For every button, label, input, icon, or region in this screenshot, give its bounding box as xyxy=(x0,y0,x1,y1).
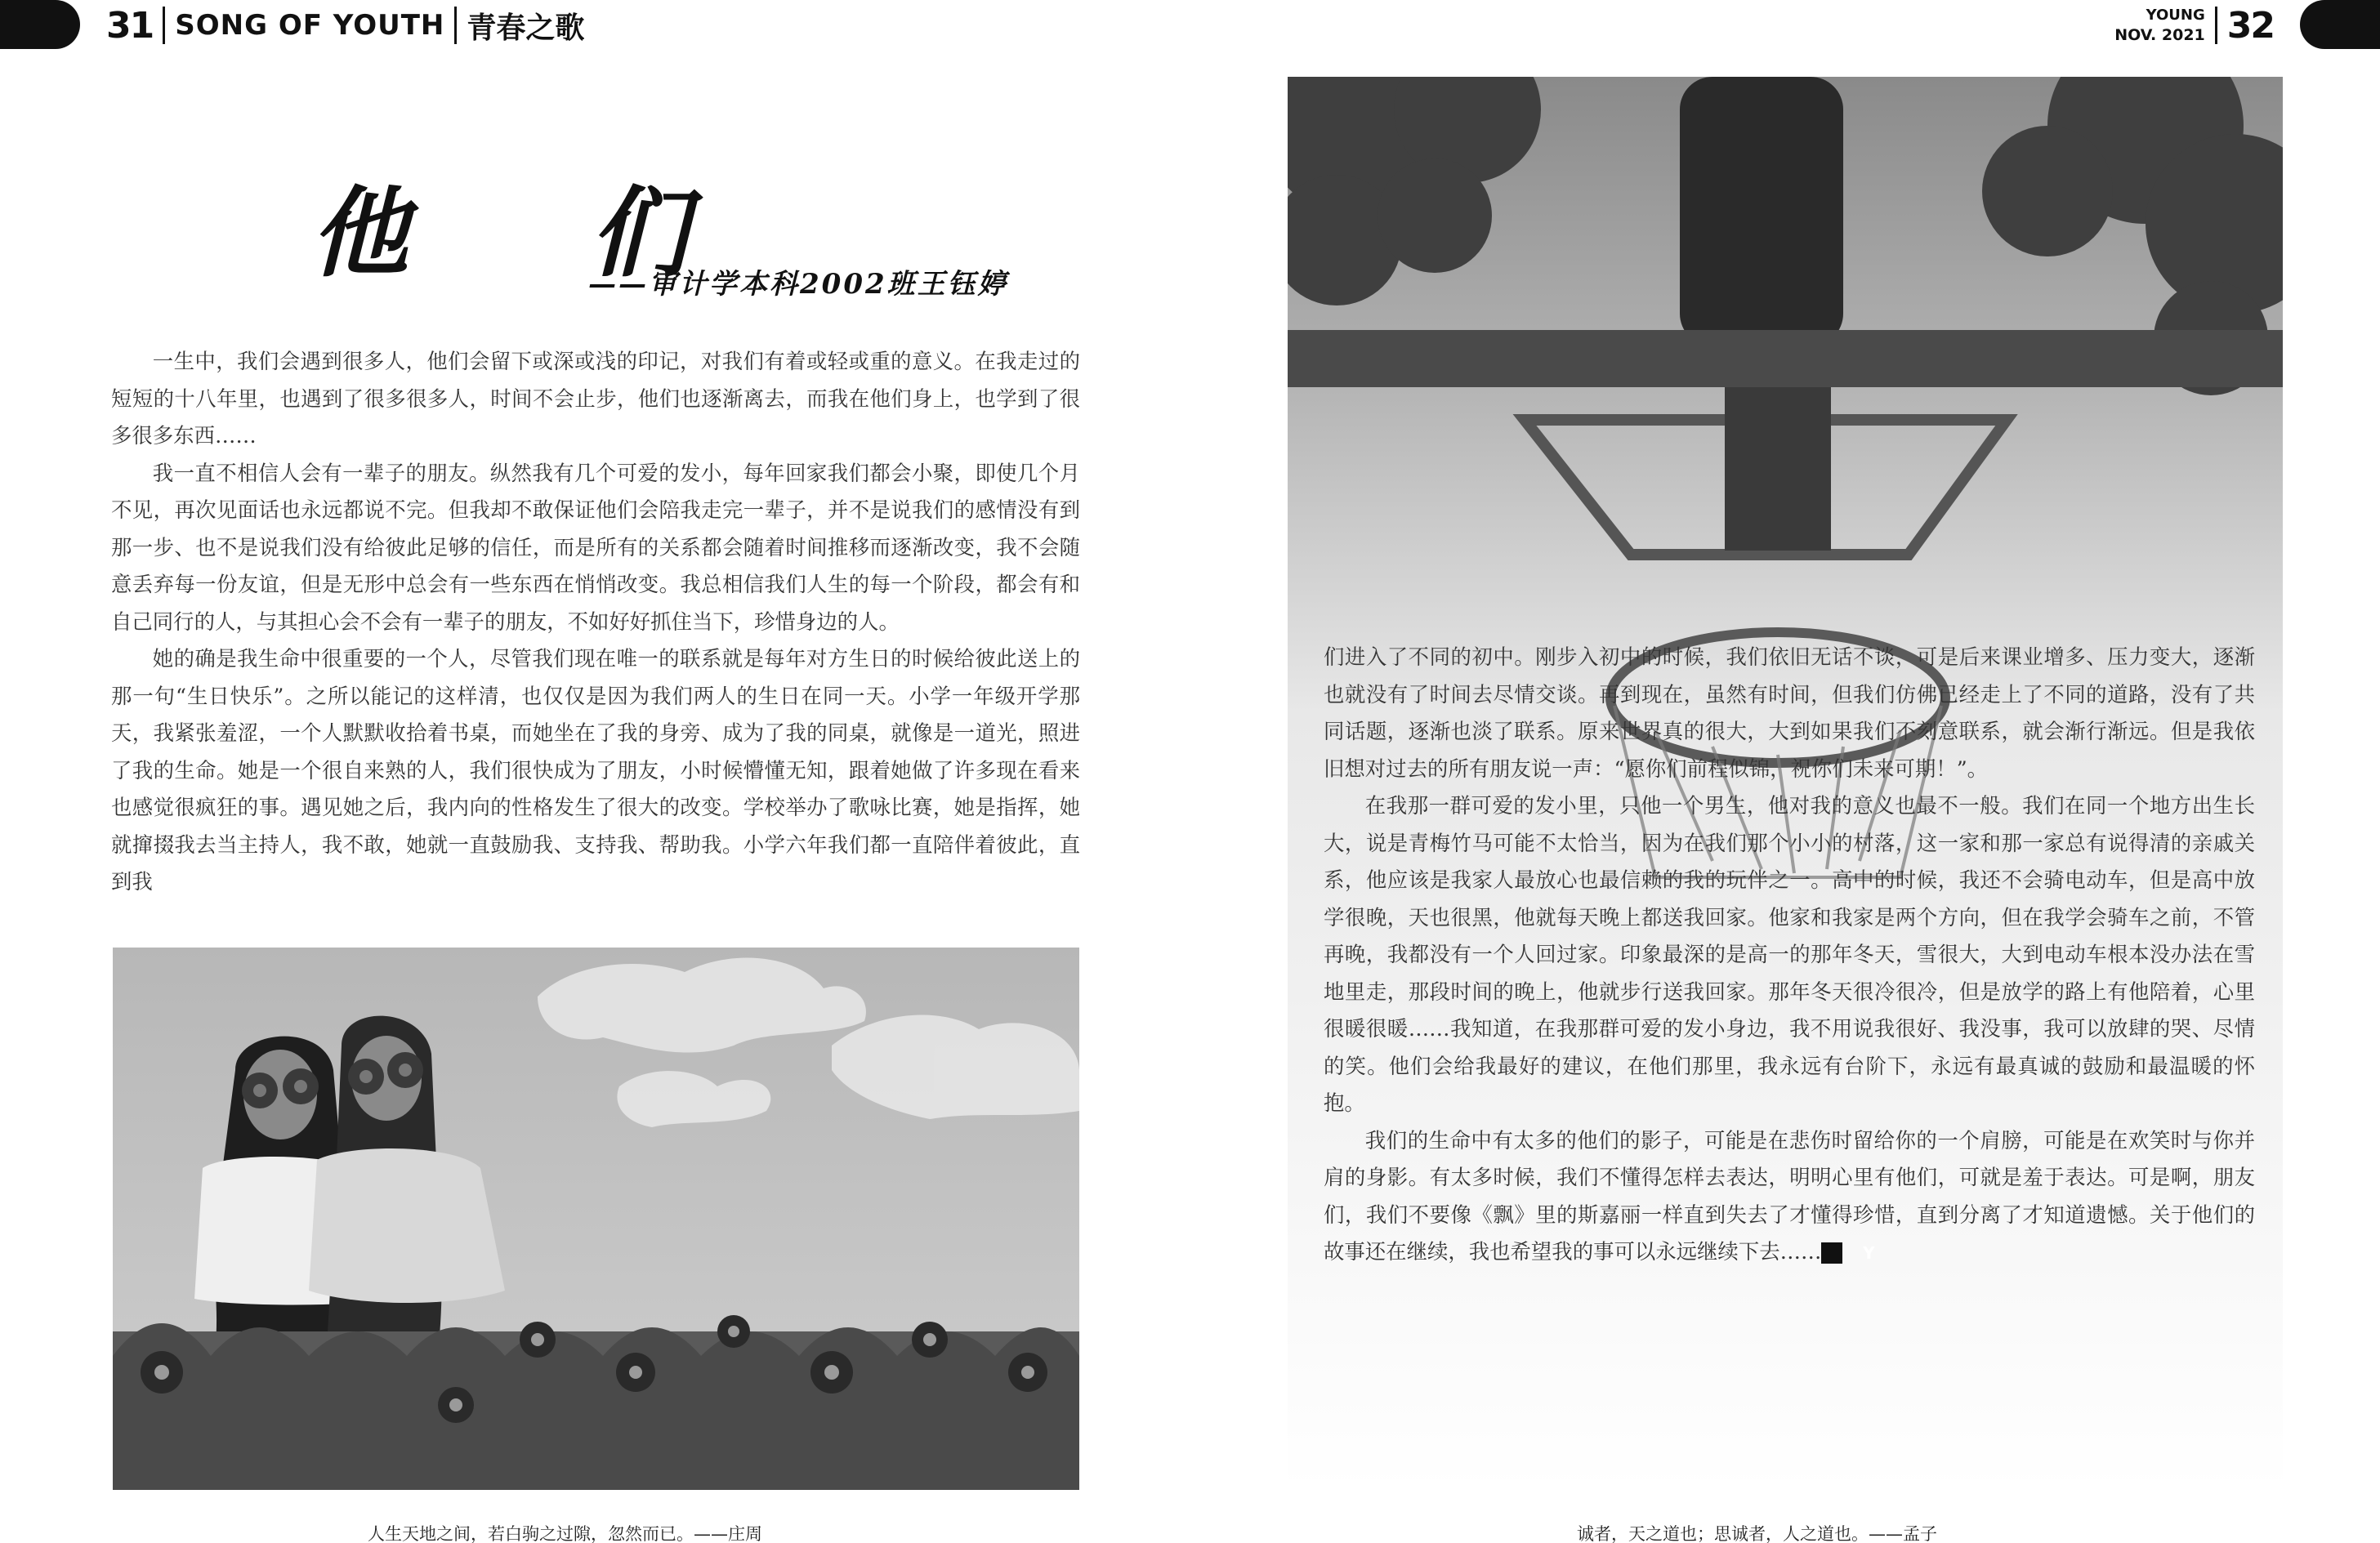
right-page-header xyxy=(2114,3,2274,47)
footer-quote-left: 人生天地之间，若白驹之过隙，忽然而已。——庄周 xyxy=(368,1524,762,1543)
left-page-number: 31 xyxy=(106,4,154,47)
illustration-art xyxy=(113,948,1079,1490)
series-title-en: SONG OF YOUTH xyxy=(175,9,445,42)
paragraph: 一生中，我们会遇到很多人，他们会留下或深或浅的印记，对我们有着或轻或重的意义。在我走过的短短的十八年里，也遇到了很多很多人，时间不会止步，他们也逐渐离去，而我在他们身上，也学到了很多很多东西…… xyxy=(111,349,1080,448)
paragraph: 她的确是我生命中很重要的一个人，尽管我们现在唯一的联系就是每年对方生日的时候给彼此送上的那一句“生日快乐”。之所以能记的这样清，也仅仅是因为我们两人的生日在同一天。小学一年级开学那天，我紧张羞涩，一个人默默收拾着书桌，而她坐在了我的身旁、成为了我的同桌，就像是一道光，照进了我的生命。她是一个很自来熟的人，我们很快成为了朋友，小时候懵懂无知，跟着她做了许多现在看来也感觉很疯狂的事。遇见她之后，我内向的性格发生了很大的改变。学校举办了歌咏比赛，她是指挥，她就撺掇我去当主持人，我不敢，她就一直鼓励我、支持我、帮助我。小学六年我们都一直陪伴着彼此，直到我 xyxy=(111,646,1080,894)
paragraph: 们进入了不同的初中。刚步入初中的时候，我们依旧无话不谈，可是后来课业增多、压力变大，逐渐也就没有了时间去尽情交谈。再到现在，虽然有时间，但我们仿佛已经走上了不同的道路，没有了共同话题，逐渐也淡了联系。原来世界真的很大，大到如果我们不刻意联系，就会渐行渐远。但是我依旧想对过去的所有朋友说一声：“愿你们前程似锦，祝你们未来可期！”。 xyxy=(1324,644,2255,781)
paragraph xyxy=(1324,1122,2255,1271)
header-divider xyxy=(163,7,165,44)
end-mark-icon: Y xyxy=(1821,1242,1842,1264)
article-byline: ——审计学本科2002班王钰婷 xyxy=(588,268,1008,301)
girls-flower-field-illustration xyxy=(113,948,1079,1490)
paragraph-text: 我们的生命中有太多的他们的影子，可能是在悲伤时留给你的一个肩膀，可能是在欢笑时与你并肩的身影。有太多时候，我们不懂得怎样去表达，明明心里有他们，可就是羞于表达。可是啊，朋友们，我们不要像《飘》里的斯嘉丽一样直到失去了才懂得珍惜，直到分离了才知道遗憾。关于他们的故事还在继续，我也希望我的事可以永远继续下去…… xyxy=(1324,1127,2255,1264)
magazine-name: YOUNG xyxy=(2146,7,2205,24)
right-article-text xyxy=(1324,639,2255,1271)
left-page-header xyxy=(106,3,584,47)
left-article-text xyxy=(111,343,1080,901)
right-page-number: 32 xyxy=(2226,4,2274,47)
paragraph: 我一直不相信人会有一辈子的朋友。纵然我有几个可爱的发小，每年回家我们都会小聚，即使几个月不见，再次见面话也永远都说不完。但我却不敢保证他们会陪我走完一辈子，并不是说我们的感情没有到那一步、也不是说我们没有给彼此足够的信任，而是所有的关系都会随着时间推移而逐渐改变，我不会随意丢弃每一份友谊，但是无形中总会有一些东西在悄悄改变。我总相信我们人生的每一个阶段，都会有和自己同行的人，与其担心会不会有一辈子的朋友，不如好好抓住当下，珍惜身边的人。 xyxy=(111,460,1080,634)
paragraph: 在我那一群可爱的发小里，只他一个男生，他对我的意义也最不一般。我们在同一个地方出生长大，说是青梅竹马可能不太恰当，因为在我们那个小小的村落，这一家和那一家总有说得清的亲戚关系，他应该是我家人最放心也最信赖的我的玩伴之一。高中的时候，我还不会骑电动车，但是高中放学很晚，天也很黑，他就每天晚上都送我回家。他家和我家是两个方向，但在我学会骑车之前，不管再晚，我都没有一个人回过家。印象最深的是高一的那年冬天，雪很大，大到电动车根本没办法在雪地里走，那段时间的晚上，他就步行送我回家。那年冬天很冷很冷，但是放学的路上有他陪着，心里很暖很暖……我知道，在我那群可爱的发小身边，我不用说我很好、我没事，我可以放肆的哭、尽情的笑。他们会给我最好的建议，在他们那里，我永远有台阶下，永远有最真诚的鼓励和最温暖的怀抱。 xyxy=(1324,793,2255,1115)
series-title-cn: 青春之歌 xyxy=(467,11,585,45)
issue-info xyxy=(2114,5,2205,46)
header-divider xyxy=(454,7,457,44)
article-title: 他 们 xyxy=(310,176,761,291)
header-divider xyxy=(2215,7,2217,44)
left-page-tab xyxy=(0,0,80,49)
footer-quote-right: 诚者，天之道也；思诚者，人之道也。——孟子 xyxy=(1577,1524,1937,1543)
right-page-tab xyxy=(2300,0,2380,49)
issue-date: NOV. 2021 xyxy=(2114,26,2205,44)
